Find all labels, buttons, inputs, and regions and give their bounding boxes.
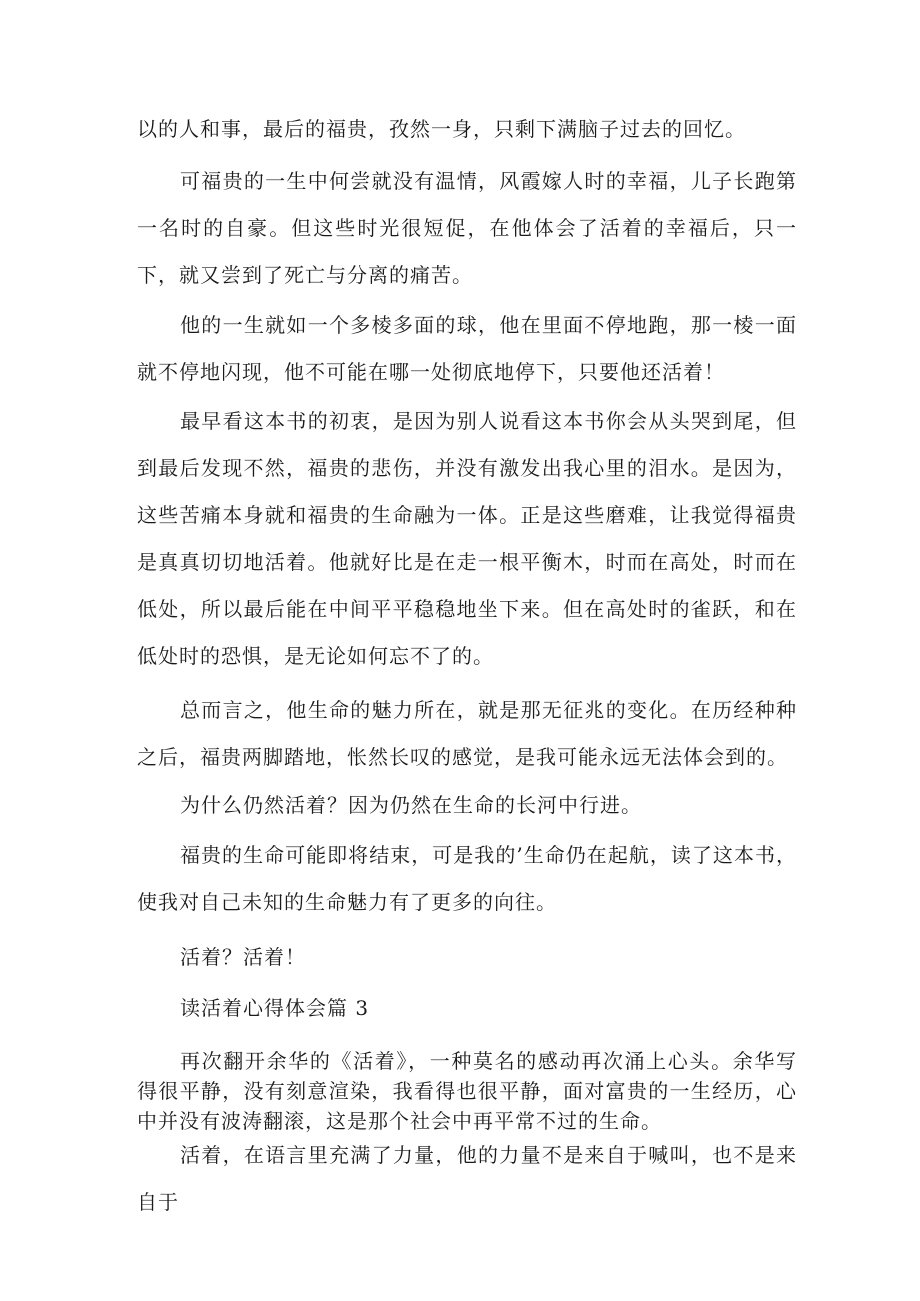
paragraph-polyhedron: 他的一生就如一个多棱多面的球，他在里面不停地跑，那一棱一面就不停地闪现，他不可能在哪一处彻底地停下，只要他还活着！	[137, 313, 797, 384]
paragraph-first-reading: 最早看这本书的初衷，是因为别人说看这本书你会从头哭到尾，但到最后发现不然，福贵的悲伤，并没有激发出我心里的泪水。是因为，这些苦痛本身就和福贵的生命融为一体。正是这些磨难，让我觉得福贵是真真切切地活着。他就好比是在走一根平衡木，时而在高处，时而在低处，所以最后能在中间平平稳稳地坐下来。但在高处时的雀跃，和在低处时的恐惧，是无论如何忘不了的。	[137, 409, 797, 668]
paragraph-life-sailing: 福贵的生命可能即将结束，可是我的’生命仍在起航，读了这本书，使我对自己未知的生命魅力有了更多的向往。	[137, 843, 797, 914]
paragraph-memories: 以的人和事，最后的福贵，孜然一身，只剩下满脑子过去的回忆。	[137, 117, 746, 141]
paragraph-why-alive: 为什么仍然活着？因为仍然在生命的长河中行进。	[180, 793, 642, 817]
section-heading: 读活着心得体会篇 3	[180, 996, 370, 1020]
paragraph-reopen-book: 再次翻开余华的《活着》，一种莫名的感动再次涌上心头。余华写得很平静，没有刻意渲染，我看得也很平静，面对富贵的一生经历，心中并没有波涛翻滚，这是那个社会中再平常不过的生命。	[137, 1049, 797, 1133]
paragraph-language-power: 活着，在语言里充满了力量，他的力量不是来自于喊叫，也不是来自于	[137, 1143, 797, 1214]
paragraph-alive-exclaim: 活着？活着！	[180, 945, 306, 969]
paragraph-conclusion: 总而言之，他生命的魅力所在，就是那无征兆的变化。在历经种种之后，福贵两脚踏地，怅然长叹的感觉，是我可能永远无法体会到的。	[137, 698, 797, 769]
paragraph-warmth: 可福贵的一生中何尝就没有温情，风霞嫁人时的幸福，儿子长跑第一名时的自豪。但这些时光很短促，在他体会了活着的幸福后，只一下，就又尝到了死亡与分离的痛苦。	[137, 169, 797, 287]
